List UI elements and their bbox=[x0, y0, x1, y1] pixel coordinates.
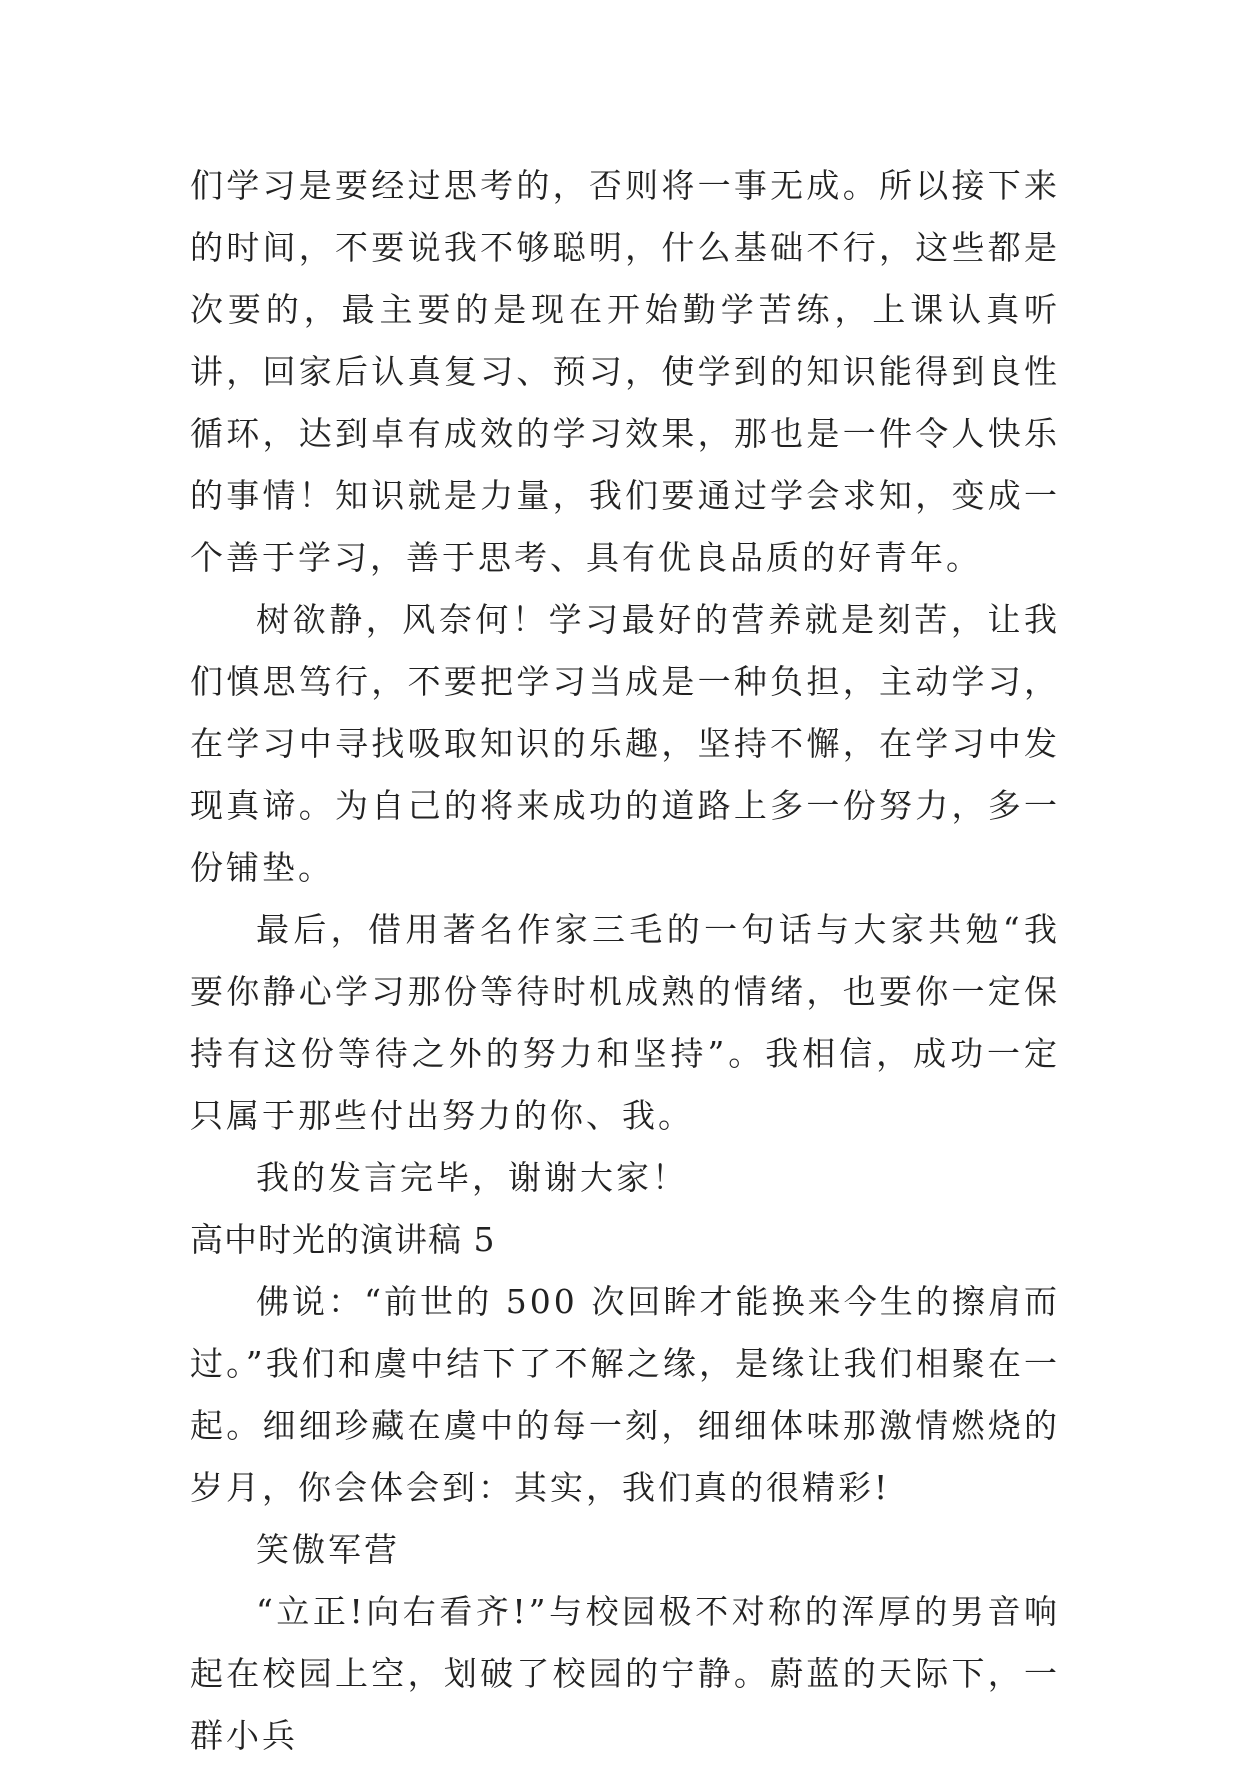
paragraph-5: 佛说：“前世的 500 次回眸才能换来今生的擦肩而过。”我们和虞中结下了不解之缘，是缘让我们相聚在一起。细细珍藏在虞中的每一刻，细细体味那激情燃烧的岁月，你会体会到：其实，我们真的很精彩! bbox=[190, 1282, 1060, 1507]
paragraph-4: 我的发言完毕，谢谢大家！ bbox=[256, 1158, 688, 1197]
paragraph-2: 树欲静，风奈何！学习最好的营养就是刻苦，让我们慎思笃行，不要把学习当成是一种负担，主动学习，在学习中寻找吸取知识的乐趣，坚持不懈，在学习中发现真谛。为自己的将来成功的道路上多一份努力，多一份铺垫。 bbox=[190, 600, 1060, 887]
section-heading: 高中时光的演讲稿 5 bbox=[190, 1220, 496, 1259]
paragraph-3: 最后，借用著名作家三毛的一句话与大家共勉“我要你静心学习那份等待时机成熟的情绪，也要你一定保持有这份等待之外的努力和坚持”。我相信，成功一定只属于那些付出努力的你、我。 bbox=[190, 910, 1060, 1135]
paragraph-6: 笑傲军营 bbox=[256, 1530, 400, 1569]
paragraph-1: 们学习是要经过思考的，否则将一事无成。所以接下来的时间，不要说我不够聪明，什么基础不行，这些都是次要的，最主要的是现在开始勤学苦练，上课认真听讲，回家后认真复习、预习，使学到的知识能得到良性循环，达到卓有成效的学习效果，那也是一件令人快乐的事情！知识就是力量，我们要通过学会求知，变成一个善于学习，善于思考、具有优良品质的好青年。 bbox=[190, 166, 1060, 577]
paragraph-7: “立正!向右看齐!”与校园极不对称的浑厚的男音响起在校园上空，划破了校园的宁静。蔚蓝的天际下，一群小兵 bbox=[190, 1592, 1060, 1755]
document-body bbox=[190, 155, 1060, 1767]
